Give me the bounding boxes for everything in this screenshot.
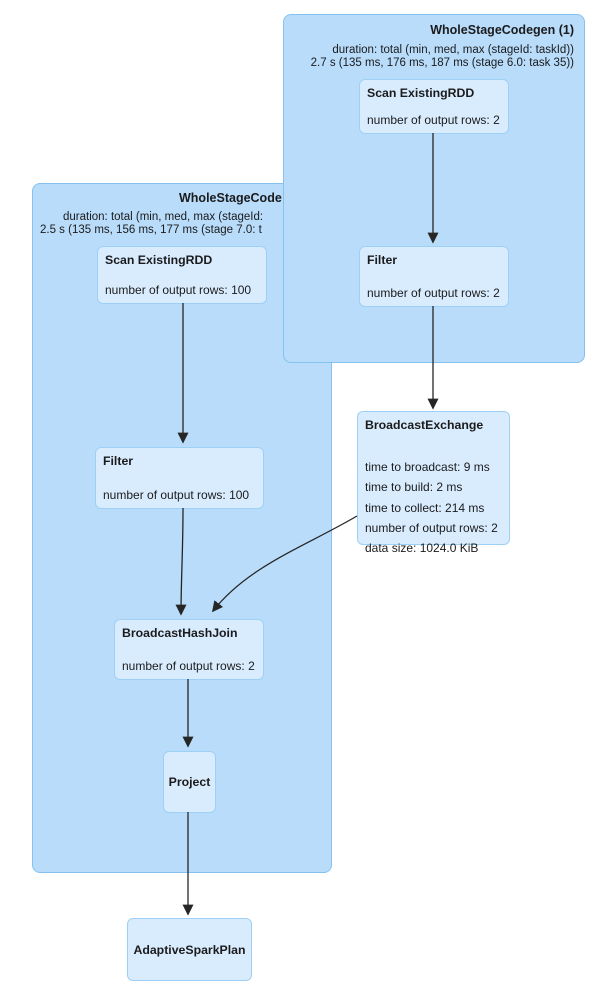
node-title: Filter xyxy=(103,454,134,468)
node-title: Scan ExistingRDD xyxy=(105,253,213,267)
node-adaptivesparkplan[interactable] xyxy=(127,918,252,981)
node-title: Project xyxy=(168,775,211,789)
node-metric: time to broadcast: 9 ms xyxy=(365,460,490,474)
node-title: Filter xyxy=(367,253,398,267)
node-scan-existingrdd-1[interactable] xyxy=(359,79,509,134)
node-title: Scan ExistingRDD xyxy=(367,86,475,100)
node-metric: time to build: 2 ms xyxy=(365,480,463,495)
node-title: AdaptiveSparkPlan xyxy=(133,942,246,957)
cluster-title: WholeStageCode xyxy=(179,191,282,205)
node-metric: number of output rows: 100 xyxy=(105,283,252,297)
cluster-duration-label: duration: total (min, med, max (stageId: taskId)) xyxy=(332,44,574,56)
node-metric: data size: 1024.0 KiB xyxy=(365,541,479,556)
cluster-wholestagecodegen-1 xyxy=(283,14,585,363)
node-metric: number of output rows: 2 xyxy=(365,520,498,535)
node-filter-1[interactable] xyxy=(359,246,509,307)
cluster-duration-label: duration: total (min, med, max (stageId: xyxy=(63,211,264,223)
node-metric: number of output rows: 100 xyxy=(103,488,250,502)
node-title: BroadcastHashJoin xyxy=(122,626,238,640)
node-broadcastexchange[interactable] xyxy=(357,411,510,556)
node-metric: number of output rows: 2 xyxy=(122,659,255,673)
node-metric: time to collect: 214 ms xyxy=(365,500,485,515)
cluster-duration xyxy=(311,44,574,69)
node-filter-2[interactable] xyxy=(95,447,264,509)
node-broadcasthashjoin[interactable] xyxy=(114,619,264,680)
cluster-title: WholeStageCodegen (1) xyxy=(430,23,574,37)
node-metrics xyxy=(365,457,498,558)
cluster-duration-value: 2.5 s (135 ms, 156 ms, 177 ms (stage 7.0: t xyxy=(40,223,262,236)
node-project[interactable] xyxy=(163,751,216,813)
node-metric: number of output rows: 2 xyxy=(367,113,500,127)
node-metric: number of output rows: 2 xyxy=(367,286,500,300)
node-title: BroadcastExchange xyxy=(365,418,484,432)
cluster-duration-value: 2.7 s (135 ms, 176 ms, 187 ms (stage 6.0: task 35)) xyxy=(310,56,574,69)
node-scan-existingrdd-2[interactable] xyxy=(97,246,267,304)
